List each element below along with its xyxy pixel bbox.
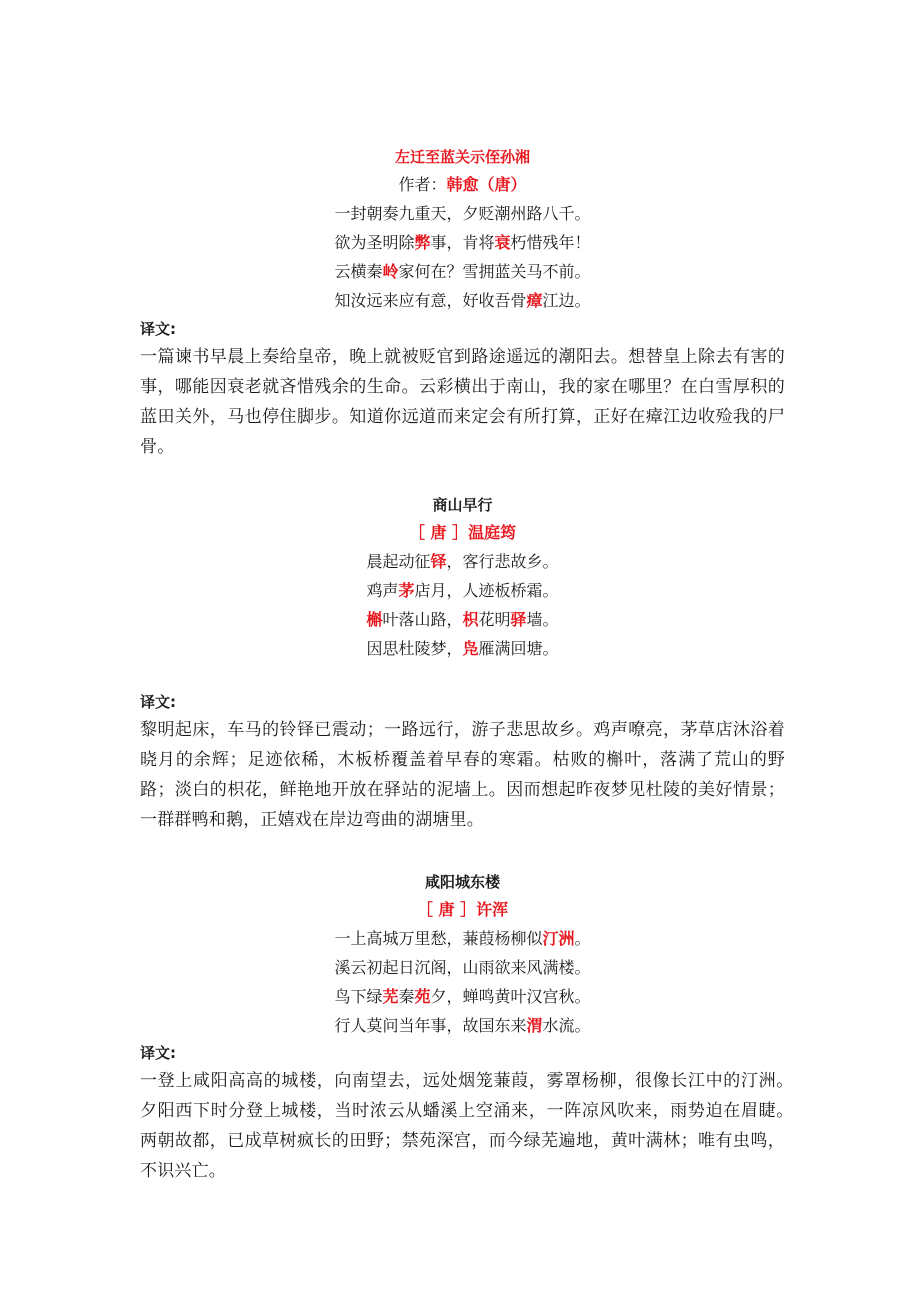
line-text: 一上高城万里愁，蒹葭杨柳似	[334, 929, 543, 948]
poem-line	[140, 257, 785, 286]
poem-byline	[140, 518, 785, 547]
highlighted-character: 岭	[382, 262, 399, 281]
poem-byline	[140, 895, 785, 924]
poem-2	[140, 492, 785, 835]
poem-line	[140, 228, 785, 257]
highlighted-character: 铎	[430, 552, 447, 571]
line-text: 晨起动征	[366, 552, 431, 571]
poem-line	[140, 634, 785, 663]
poem-lines	[140, 924, 785, 1040]
line-text: 秦	[398, 987, 415, 1006]
poem-line	[140, 199, 785, 228]
line-text: 朽惜残年！	[510, 233, 591, 252]
poem-title: 咸阳城东楼	[424, 873, 500, 891]
highlighted-character: 槲	[366, 610, 383, 629]
byline-author: ［ 唐 ］温庭筠	[408, 523, 517, 542]
poem-line	[140, 547, 785, 576]
highlighted-character: 芜	[382, 987, 399, 1006]
highlighted-character: 苑	[414, 987, 431, 1006]
line-text: 家何在？雪拥蓝关马不前。	[398, 262, 591, 281]
highlighted-character: 茅	[398, 581, 415, 600]
poem-title: 商山早行	[432, 496, 493, 514]
poem-line	[140, 605, 785, 634]
poem-line	[140, 1011, 785, 1040]
translation-text: 一篇谏书早晨上奏给皇帝，晚上就被贬官到路途遥远的潮阳去。想替皇上除去有害的事，哪能因衰老就吝惜残余的生命。云彩横出于南山，我的家在哪里？在白雪厚积的蓝田关外，马也停住脚步。知道你远道而来定会有所打算，正好在瘴江边收殓我的尸骨。	[140, 347, 785, 457]
poem-line	[140, 982, 785, 1011]
highlighted-character: 凫	[462, 639, 479, 658]
poem-3	[140, 869, 803, 1186]
highlighted-character: 衰	[494, 233, 511, 252]
line-text: 知汝远来应有意，好收吾骨	[334, 291, 527, 310]
highlighted-character: 汀洲	[542, 929, 575, 948]
line-text: 因思杜陵梦，	[366, 639, 463, 658]
translation-text: 一登上咸阳高高的城楼，向南望去，远处烟笼蒹葭，雾罩杨柳，很像长江中的汀洲。 夕阳西下时分登上城楼，当时浓云从蟠溪上空涌来，一阵凉风吹来，雨势迫在眉睫。 两朝故都，已成草树疯长的田野；禁苑深宫，而今绿芜遍地，黄叶满林；唯有虫鸣，不识兴亡。	[140, 1071, 803, 1181]
line-text: 水流。	[542, 1016, 591, 1035]
line-text: 墙。	[526, 610, 559, 629]
highlighted-character: 弊	[414, 233, 431, 252]
line-text: 花明	[478, 610, 511, 629]
translation-label: 译文:	[140, 320, 176, 338]
byline-author: ［ 唐 ］许浑	[416, 900, 509, 919]
highlighted-character: 渭	[526, 1016, 543, 1035]
highlighted-character: 驿	[510, 610, 527, 629]
line-text: 溪云初起日沉阁，山雨欲来风满楼。	[334, 958, 591, 977]
translation-text: 黎明起床，车马的铃铎已震动；一路远行，游子悲思故乡。鸡声嘹亮，茅草店沐浴着晓月的余辉；足迹依稀，木板桥覆盖着早春的寒霜。枯败的槲叶，落满了荒山的野路；淡白的枳花，鲜艳地开放在驿站的泥墙上。因而想起昨夜梦见杜陵的美好情景；一群群鸭和鹅，正嬉戏在岸边弯曲的湖塘里。	[140, 720, 785, 830]
highlighted-character: 枳	[462, 610, 479, 629]
poem-line	[140, 953, 785, 982]
line-text: 行人莫问当年事，故国东来	[334, 1016, 527, 1035]
line-text: 。	[574, 929, 591, 948]
byline-prefix: 作者：	[398, 175, 447, 194]
poem-line	[140, 576, 785, 605]
line-text: 店月，人迹板桥霜。	[414, 581, 559, 600]
translation-label: 译文:	[140, 1044, 176, 1062]
poem-1	[140, 144, 785, 462]
line-text: 欲为圣明除	[334, 233, 415, 252]
line-text: 夕，蝉鸣黄叶汉宫秋。	[430, 987, 591, 1006]
line-text: 鸟下绿	[334, 987, 383, 1006]
line-text: 江边。	[542, 291, 591, 310]
poem-line	[140, 286, 785, 315]
highlighted-character: 瘴	[526, 291, 543, 310]
line-text: ，客行悲故乡。	[446, 552, 559, 571]
byline-author: 韩愈（唐）	[446, 175, 527, 194]
line-text: 事，肯将	[430, 233, 495, 252]
poem-title: 左迁至蓝关示侄孙湘	[394, 148, 530, 166]
line-text: 一封朝奏九重天，夕贬潮州路八千。	[334, 204, 591, 223]
line-text: 叶落山路，	[382, 610, 463, 629]
poem-lines	[140, 199, 785, 315]
line-text: 云横秦	[334, 262, 383, 281]
poem-byline	[140, 170, 785, 199]
poem-lines	[140, 547, 785, 663]
poem-line	[140, 924, 785, 953]
line-text: 雁满回塘。	[478, 639, 559, 658]
line-text: 鸡声	[366, 581, 399, 600]
translation-label: 译文:	[140, 693, 176, 711]
